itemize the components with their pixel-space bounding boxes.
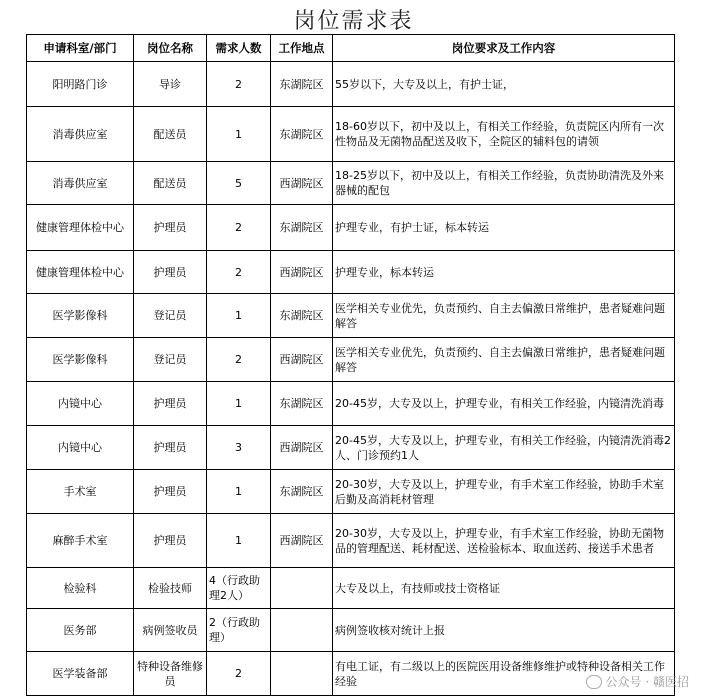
cell-dept: 医学影像科 [27,294,134,338]
header-dept: 申请科室/部门 [27,35,134,62]
table-row [27,568,675,609]
cell-count: 1 [207,294,271,338]
table-row [27,382,675,426]
table-row [27,205,675,251]
cell-requirement: 医学相关专业优先，负责预约、自主去偏激日常维护，患者疑难问题解答 [333,338,675,382]
cell-count: 5 [207,162,271,205]
table-row [27,62,675,107]
cell-requirement: 护理专业，标本转运 [333,251,675,294]
table-row [27,514,675,568]
cell-dept: 麻醉手术室 [27,514,134,568]
cell-count: 2 [207,62,271,107]
table-row [27,609,675,652]
cell-location: 西湖院区 [271,426,333,470]
table-row [27,426,675,470]
cell-count: 1 [207,107,271,162]
cell-location: 东湖院区 [271,205,333,251]
cell-dept: 阳明路门诊 [27,62,134,107]
cell-requirement: 18-60岁以下，初中及以上，有相关工作经验，负责院区内所有一次性物品及无菌物品配送及收下，全院区的辅料包的请领 [333,107,675,162]
cell-count: 2 [207,338,271,382]
table-row [27,251,675,294]
table-row [27,107,675,162]
cell-count: 2 [207,251,271,294]
cell-requirement: 20-30岁，大专及以上，护理专业，有手术室工作经验，协助无菌物品的管理配送、耗材配送、送检验标本、取血送药、接送手术患者 [333,514,675,568]
cell-dept: 检验科 [27,568,134,609]
cell-dept: 医学影像科 [27,338,134,382]
cell-requirement: 18-25岁以下，初中及以上，有相关工作经验，负责协助清洗及外来器械的配包 [333,162,675,205]
cell-count: 1 [207,514,271,568]
cell-dept: 内镜中心 [27,382,134,426]
cell-dept: 消毒供应室 [27,107,134,162]
cell-location: 东湖院区 [271,382,333,426]
cell-location: 东湖院区 [271,107,333,162]
table-row [27,294,675,338]
cell-location: 西湖院区 [271,162,333,205]
cell-count: 1 [207,382,271,426]
cell-position: 护理员 [134,426,207,470]
cell-dept: 医务部 [27,609,134,652]
cell-location: 东湖院区 [271,294,333,338]
cell-position: 登记员 [134,338,207,382]
wechat-icon [586,675,602,689]
cell-dept: 消毒供应室 [27,162,134,205]
cell-position: 护理员 [134,251,207,294]
cell-count: 2（行政助理） [207,609,271,652]
table-row [27,162,675,205]
cell-dept: 手术室 [27,470,134,514]
cell-dept: 医学装备部 [27,652,134,696]
cell-position: 检验技师 [134,568,207,609]
cell-requirement: 护理专业，有护士证，标本转运 [333,205,675,251]
header-requirement: 岗位要求及工作内容 [333,35,675,62]
table-row [27,652,675,696]
cell-location: 西湖院区 [271,338,333,382]
cell-requirement: 有电工证，有二级以上的医院医用设备维修维护或特种设备相关工作经验 [333,652,675,696]
cell-count: 1 [207,470,271,514]
header-location: 工作地点 [271,35,333,62]
cell-dept: 健康管理体检中心 [27,205,134,251]
cell-position: 病例签收员 [134,609,207,652]
cell-position: 导诊 [134,62,207,107]
cell-requirement: 病例签收核对统计上报 [333,609,675,652]
cell-count: 2 [207,205,271,251]
cell-dept: 内镜中心 [27,426,134,470]
cell-requirement: 20-30岁，大专及以上，护理专业，有手术室工作经验，协助手术室后勤及高消耗材管理 [333,470,675,514]
cell-requirement: 20-45岁，大专及以上，护理专业，有相关工作经验，内镜清洗消毒 [333,382,675,426]
job-requirements-table [26,34,675,696]
cell-position: 登记员 [134,294,207,338]
cell-position: 护理员 [134,470,207,514]
page-title: 岗位需求表 [293,9,414,34]
cell-requirement: 20-45岁，大专及以上，护理专业，有相关工作经验，内镜清洗消毒2人、门诊预约1人 [333,426,675,470]
cell-location: 东湖院区 [271,62,333,107]
cell-count: 3 [207,426,271,470]
cell-location [271,568,333,609]
cell-position: 护理员 [134,514,207,568]
cell-count: 2 [207,652,271,696]
cell-location: 东湖院区 [271,470,333,514]
cell-dept: 健康管理体检中心 [27,251,134,294]
cell-requirement: 医学相关专业优先，负责预约、自主去偏激日常维护，患者疑难问题解答 [333,294,675,338]
table-row [27,470,675,514]
cell-position: 护理员 [134,382,207,426]
watermark [586,673,689,690]
cell-requirement: 55岁以下，大专及以上，有护士证， [333,62,675,107]
watermark-text: 公众号 · 赣医招 [605,675,689,689]
cell-position: 特种设备维修员 [134,652,207,696]
cell-location [271,652,333,696]
cell-position: 配送员 [134,162,207,205]
cell-location: 西湖院区 [271,514,333,568]
cell-position: 护理员 [134,205,207,251]
table-row [27,338,675,382]
cell-requirement: 大专及以上，有技师或技士资格证 [333,568,675,609]
header-count: 需求人数 [207,35,271,62]
cell-location [271,609,333,652]
cell-count: 4（行政助理2人） [207,568,271,609]
cell-position: 配送员 [134,107,207,162]
header-row [27,35,675,62]
cell-location: 西湖院区 [271,251,333,294]
header-position: 岗位名称 [134,35,207,62]
